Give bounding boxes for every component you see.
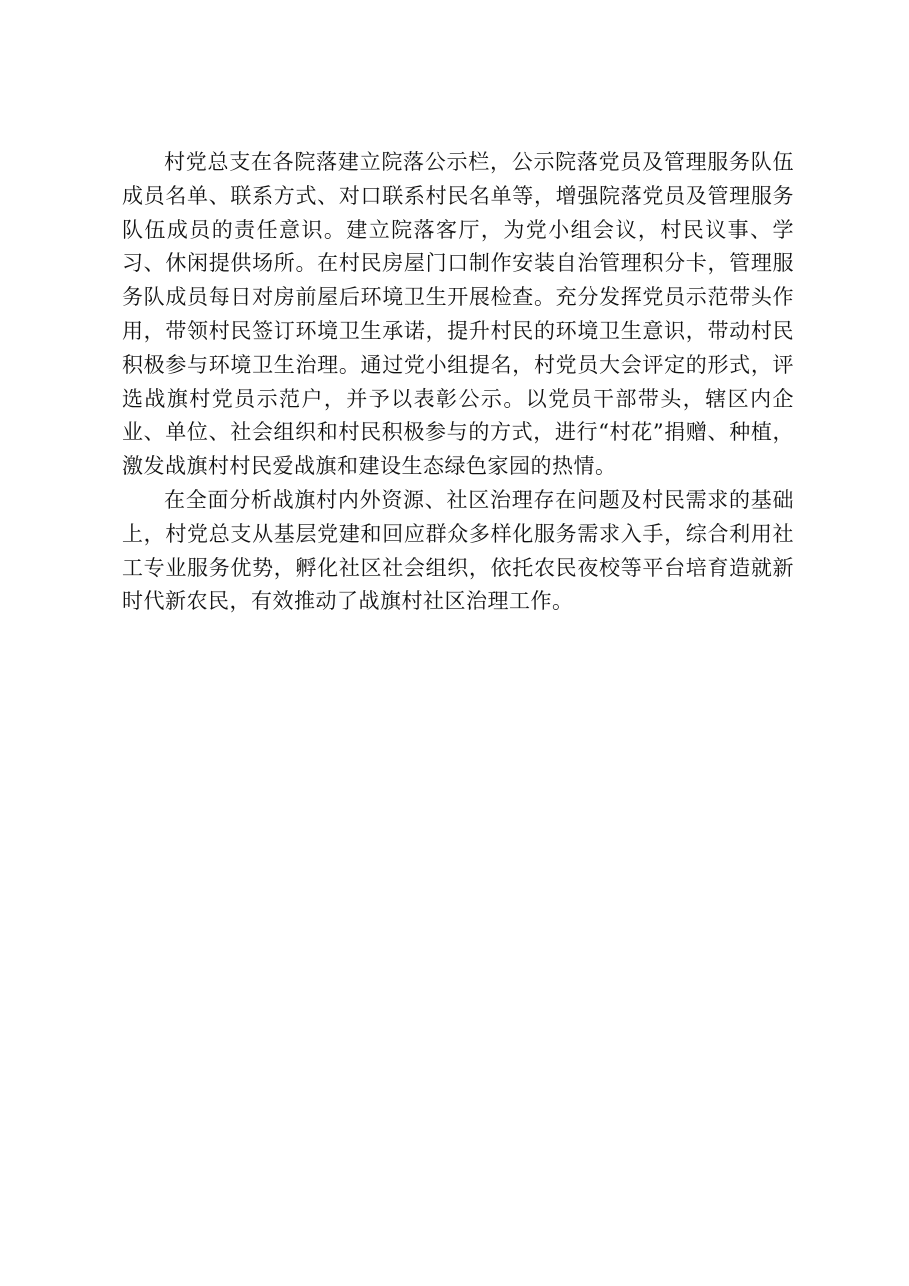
- paragraph-1: 村党总支在各院落建立院落公示栏，公示院落党员及管理服务队伍成员名单、联系方式、对口联系村民名单等，增强院落党员及管理服务队伍成员的责任意识。建立院落客厅，为党小组会议，村民议事、学习、休闲提供场所。在村民房屋门口制作安装自治管理积分卡，管理服务队成员每日对房前屋后环境卫生开展检查。充分发挥党员示范带头作用，带领村民签订环境卫生承诺，提升村民的环境卫生意识，带动村民积极参与环境卫生治理。通过党小组提名，村党员大会评定的形式，评选战旗村党员示范户，并予以表彰公示。以党员干部带头，辖区内企业、单位、社会组织和村民积极参与的方式，进行“村花”捐赠、种植，激发战旗村村民爱战旗和建设生态绿色家园的热情。: [122, 150, 794, 479]
- document-body: [122, 146, 794, 619]
- paragraph-2: 在全面分析战旗村内外资源、社区治理存在问题及村民需求的基础上，村党总支从基层党建和回应群众多样化服务需求入手，综合利用社工专业服务优势，孵化社区社会组织，依托农民夜校等平台培育造就新时代新农民，有效推动了战旗村社区治理工作。: [122, 487, 794, 614]
